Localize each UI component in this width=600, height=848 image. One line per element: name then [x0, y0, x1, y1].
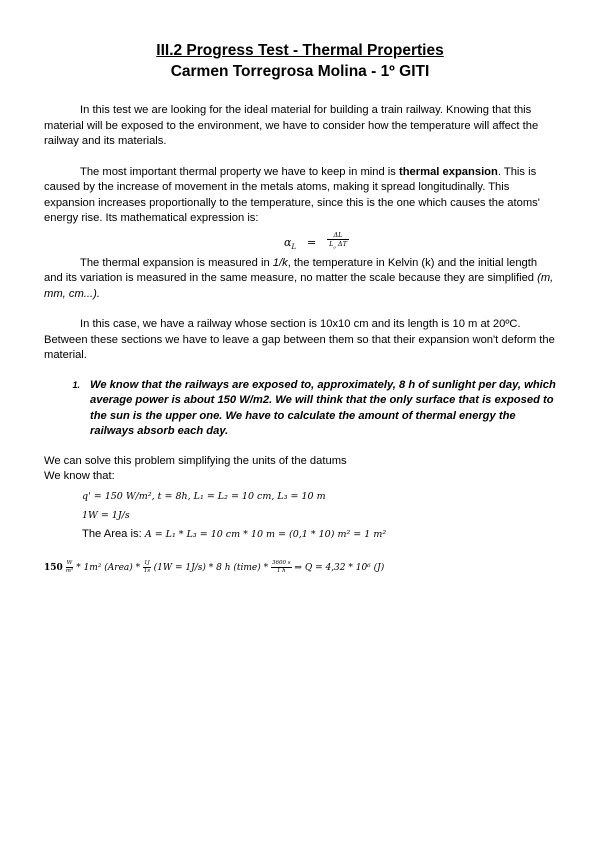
author-line: Carmen Torregrosa Molina - 1º GITI: [170, 63, 430, 80]
formula-numerator: ΔL: [327, 231, 349, 240]
fraction-w-m2: $\frac{W}{\text{m²}}$: [65, 559, 74, 574]
document-page: [44, 40, 556, 575]
area-line: The Area is: A = L₁ * L₃ = 10 cm * 10 m = (0,1 * 10) m² = 1 m²: [82, 527, 387, 540]
expansion-formula: [44, 231, 556, 253]
scale-italic: (m, mm, cm...).: [44, 272, 554, 300]
question-number: 1.: [72, 379, 80, 390]
solution-know: We know that:: [44, 470, 115, 482]
document-title: [44, 40, 556, 82]
question-1: [44, 378, 556, 440]
watt-line: 1W = 1J/s: [82, 509, 130, 521]
solution-intro: We can solve this problem simplifying the units of the datums: [44, 454, 347, 467]
formula-fraction: [327, 231, 349, 251]
p2-text-b: . This is caused by the increase of movement in the metals atoms, making it spread longitudinally. This expansion increases proportionally to the temperature, since this is the one which causes the atoms' energy rise. Its mathematical expression is:: [44, 165, 540, 224]
p2-text-a: The most important thermal property we have to keep in mind is: [80, 165, 399, 178]
units-paragraph: The thermal expansion is measured in 1/k, the temperature in Kelvin (k) and the initial length and its variation is measured in the same measure, no matter the scale because they are simplified (m, mm, cm...).: [44, 256, 554, 300]
thermal-expansion-paragraph: [44, 165, 556, 227]
intro-paragraph: In this test we are looking for the ideal material for building a train railway. Knowing that this material will be exposed to the environment, we have to consider how the temperature will affect the railway and its materials.: [44, 104, 539, 147]
formula-lhs: $\alpha_L$: [284, 235, 297, 251]
unit-italic: 1/k: [272, 256, 288, 269]
question-text: We know that the railways are exposed to, approximately, 8 h of sunlight per day, which average power is about 150 W/m2. We will think that the only surface that is exposed to the sun is the upper one. We have to calculate the amount of thermal energy the railways absorb each day.: [90, 378, 556, 437]
title-line: III.2 Progress Test - Thermal Properties: [156, 42, 444, 59]
formula-equals: =: [307, 235, 317, 249]
fraction-j-s: $\frac{1J}{1s}$: [143, 559, 151, 574]
formula-denominator: $L_o$ ΔT: [329, 239, 347, 249]
final-equation: 150 $\frac{W}{\text{m²}}$ * 1m² (Area) * $\frac{1J}{1s}$ (1W = 1J/s) * 8 h (time) * $\frac{3600 s}{1 h}$ ⇒ Q = 4,32 * 10⁶ (J): [44, 559, 385, 574]
railway-paragraph: In this case, we have a railway whose section is 10x10 cm and its length is 10 m at 20ºC. Between these sections we have to leave a gap between them so that their expansion won't deform the material.: [44, 318, 555, 361]
data-line: q' = 150 W/m², t = 8h, L₁ = L₂ = 10 cm, L₃ = 10 m: [82, 490, 326, 502]
p2-bold: thermal expansion: [399, 165, 498, 178]
fraction-s-h: $\frac{3600 s}{1 h}$: [271, 559, 291, 574]
solution-data: [44, 487, 556, 544]
